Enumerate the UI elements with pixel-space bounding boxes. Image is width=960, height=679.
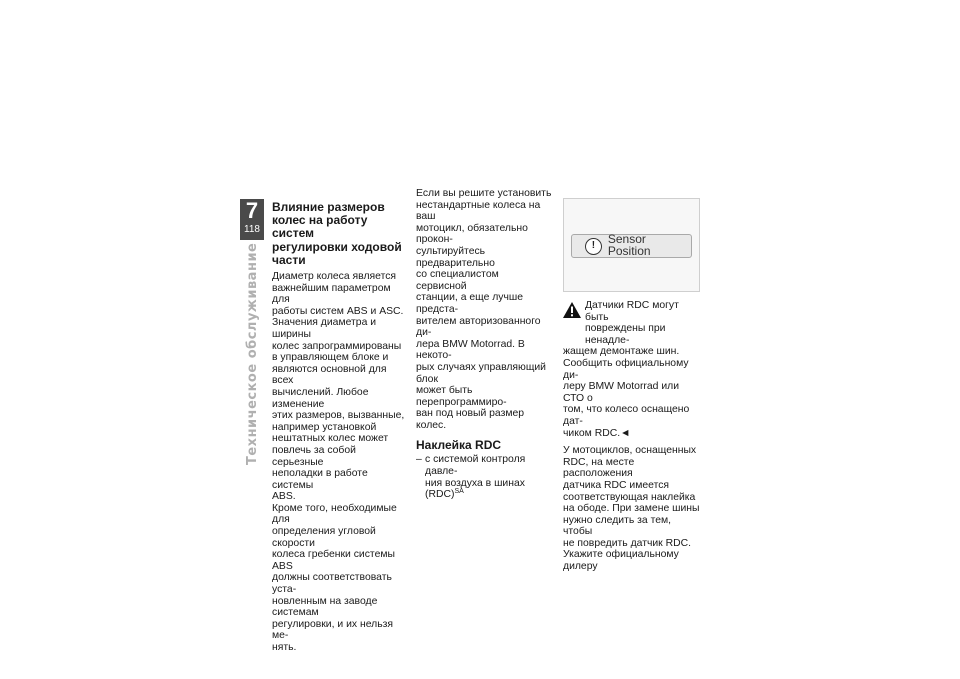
text-line: определения угловой скорости <box>272 526 376 549</box>
text-line: колеса гребенки системы ABS <box>272 549 395 572</box>
bullet-dash: – <box>416 454 422 466</box>
paragraph-abs-sensors <box>272 503 408 654</box>
text-line: Сообщить официальному ди- <box>563 357 689 381</box>
text-line: работы систем ABS и ASC. <box>272 305 404 317</box>
text-line: например установкой <box>272 421 377 433</box>
text-line: У мотоциклов, оснащенных <box>563 445 697 457</box>
text-line: нужно следить за тем, чтобы <box>563 514 672 538</box>
sticker-illustration <box>563 198 700 292</box>
optional-equipment-mark: SA <box>454 488 464 496</box>
text-line: Диаметр колеса является <box>272 271 397 283</box>
text-line: может быть перепрограммиро- <box>416 385 507 408</box>
text-line: важнейшим параметром для <box>272 282 391 306</box>
text-line: со специалистом сервисной <box>416 269 499 292</box>
sticker-label: Sensor Position <box>607 232 651 258</box>
text-line: должны соответствовать уста- <box>272 572 392 596</box>
text-line: датчика RDC имеется <box>563 479 670 491</box>
text-line: ния воздуха в шинах (RDC) <box>425 477 525 501</box>
text-line: леру BMW Motorrad или СТО о <box>563 381 680 404</box>
text-line: Значения диаметра и ширины <box>272 317 377 340</box>
chapter-side-title: Техническое обслуживание <box>245 242 260 465</box>
sensor-position-sticker <box>571 234 692 258</box>
exclamation-icon: ! <box>585 238 602 255</box>
text-line: новленным на заводе системам <box>272 595 378 619</box>
text-line: вителем авторизованного ди- <box>416 315 541 339</box>
warning-first-lines <box>585 300 700 346</box>
text-line: являются основной для всех <box>272 363 387 387</box>
text-line: ван под новый размер колес. <box>416 408 525 431</box>
heading-line: колес на работу систем <box>272 213 368 241</box>
text-line: чиком RDC.◄ <box>563 427 631 439</box>
heading-line: части <box>272 252 306 267</box>
text-line: ABS. <box>272 491 296 503</box>
list-item <box>416 454 552 500</box>
text-line: повлечь за собой серьезные <box>272 444 356 468</box>
text-line: на ободе. При замене шины <box>563 503 700 515</box>
column-3 <box>563 198 700 573</box>
text-line: рых случаях управляющий блок <box>416 361 546 385</box>
text-line: станции, а еще лучше предста- <box>416 292 524 315</box>
text-line: жащем демонтаже шин. <box>563 346 680 358</box>
warning-continuation <box>563 346 700 439</box>
text-line: повреждены при ненадле- <box>585 323 666 346</box>
section-heading-wheel-size <box>272 201 408 267</box>
text-line: вычислений. Любое изменение <box>272 386 369 410</box>
text-line: не повредить датчик RDC. <box>563 537 692 549</box>
text-line: нять. <box>272 642 297 654</box>
warning-triangle-icon <box>563 300 585 346</box>
heading-line: Влияние размеров <box>272 200 385 214</box>
text-line: Укажите официальному дилеру <box>563 549 679 573</box>
text-line: соответствующая наклейка <box>563 491 696 503</box>
warning-block <box>563 300 700 346</box>
bullet-text <box>425 454 552 500</box>
text-line: сультируйтесь предварительно <box>416 245 495 269</box>
paragraph-non-standard-wheels <box>416 188 552 431</box>
paragraph-wheel-diameter <box>272 271 408 503</box>
text-line: нестандартные колеса на ваш <box>416 199 541 223</box>
text-line: том, что колесо оснащено дат- <box>563 404 690 427</box>
chapter-number: 7 <box>245 198 259 223</box>
text-line: нештатных колес может <box>272 433 389 445</box>
text-line: лера BMW Motorrad. В некото- <box>416 338 525 362</box>
text-line: с системой контроля давле- <box>425 454 526 478</box>
chapter-marker <box>240 199 264 240</box>
text-line: RDC, на месте расположения <box>563 456 635 480</box>
text-line: в управляющем блоке и <box>272 352 389 364</box>
text-line: Датчики RDC могут быть <box>585 300 679 323</box>
column-1 <box>272 201 408 654</box>
section-heading-rdc-sticker: Наклейка RDC <box>416 438 502 453</box>
text-line: Кроме того, необходимые для <box>272 502 397 526</box>
text-line: регулировки, и их нельзя ме- <box>272 618 393 642</box>
text-line: колес запрограммированы <box>272 340 402 352</box>
heading-line: регулировки ходовой <box>272 239 402 254</box>
paragraph-rdc-sticker <box>563 445 700 573</box>
text-line: Если вы решите установить <box>416 188 552 199</box>
text-line: неполадки в работе системы <box>272 468 368 491</box>
text-line: мотоцикл, обязательно прокон- <box>416 222 528 246</box>
text-line: этих размеров, вызванные, <box>272 410 405 422</box>
page-number: 118 <box>244 224 260 235</box>
column-2 <box>416 188 552 501</box>
